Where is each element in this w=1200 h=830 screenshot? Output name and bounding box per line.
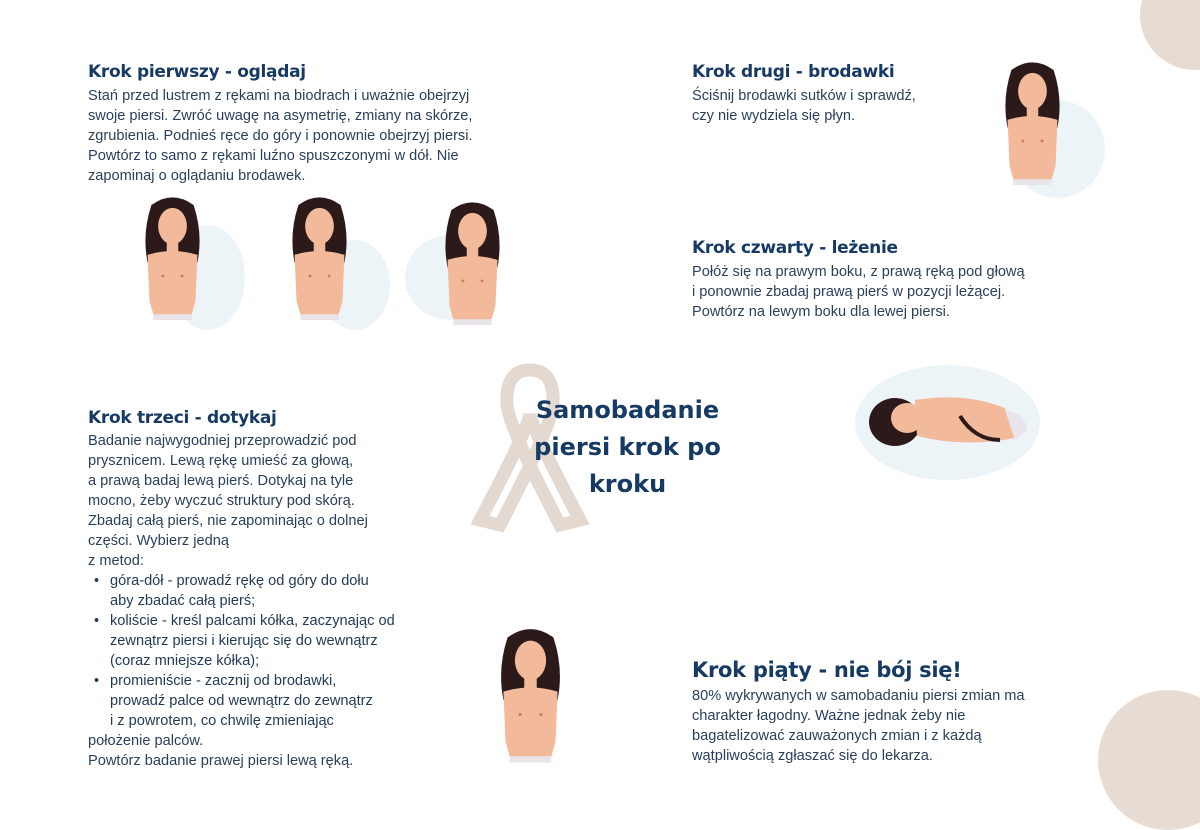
step5-heading: Krok piąty - nie bój się!	[692, 658, 962, 682]
corner-circle-top	[1140, 0, 1200, 70]
step3-text: Badanie najwygodniej przeprowadzić pod prysznicem. Lewą rękę umieść za głową, a prawą badaj lewą pierś. Dotykaj na tyle mocno, żeby wyczuć struktury pod skórą. Zbadaj całą pierś, nie zapominając o dolnej części. Wybierz jedną z metod:	[88, 433, 368, 569]
step1-heading: Krok pierwszy - oglądaj	[88, 62, 306, 82]
figure-touching	[468, 625, 593, 775]
method-item: • góra-dół - prowadź rękę od góry do dołu aby zbadać całą pierś;	[88, 571, 395, 611]
step3-heading: Krok trzeci - dotykaj	[88, 408, 277, 428]
figure-arms-raised	[262, 195, 377, 330]
figure-arms-down	[415, 195, 530, 340]
corner-circle-bottom	[1098, 690, 1200, 830]
methods-list	[88, 571, 395, 731]
step1-text: Stań przed lustrem z rękami na biodrach i uważnie obejrzyj swoje piersi. Zwróć uwagę na asymetrię, zmiany na skórze, zgrubienia. Podnieś ręce do góry i ponownie obejrzyj piersi. Powtórz to samo z rękami luźno spuszczonymi w dół. Nie zapominaj o oglądaniu brodawek.	[88, 88, 473, 184]
page-title: Samobadanie piersi krok po kroku	[534, 396, 721, 498]
step5-text: 80% wykrywanych w samobadaniu piersi zmian ma charakter łagodny. Ważne jednak żeby nie bagatelizować zauważonych zmian i z każdą wątpliwością zgłaszać się do lekarza.	[692, 688, 1025, 764]
step3-outro: położenie palców. Powtórz badanie prawej piersi lewą ręką.	[88, 733, 354, 769]
step2-text: Ściśnij brodawki sutków i sprawdź, czy nie wydziela się płyn.	[692, 88, 916, 124]
step4-heading: Krok czwarty - leżenie	[692, 238, 898, 258]
step2-heading: Krok drugi - brodawki	[692, 62, 895, 82]
method-item: • promieniście - zacznij od brodawki, prowadź palce od wewnątrz do zewnątrz i z powrotem, co chwilę zmieniając	[88, 671, 395, 731]
figure-nipple-check	[975, 60, 1090, 195]
step4-text: Połóż się na prawym boku, z prawą ręką pod głową i ponownie zbadaj prawą pierś w pozycji leżącej. Powtórz na lewym boku dla lewej piersi.	[692, 264, 1025, 320]
method-item: • koliście - kreśl palcami kółka, zaczynając od zewnątrz piersi i kierując się do wewnątrz (coraz mniejsze kółka);	[88, 611, 395, 671]
figure-hands-on-hips	[115, 195, 230, 330]
figure-lying-down	[865, 380, 1040, 460]
